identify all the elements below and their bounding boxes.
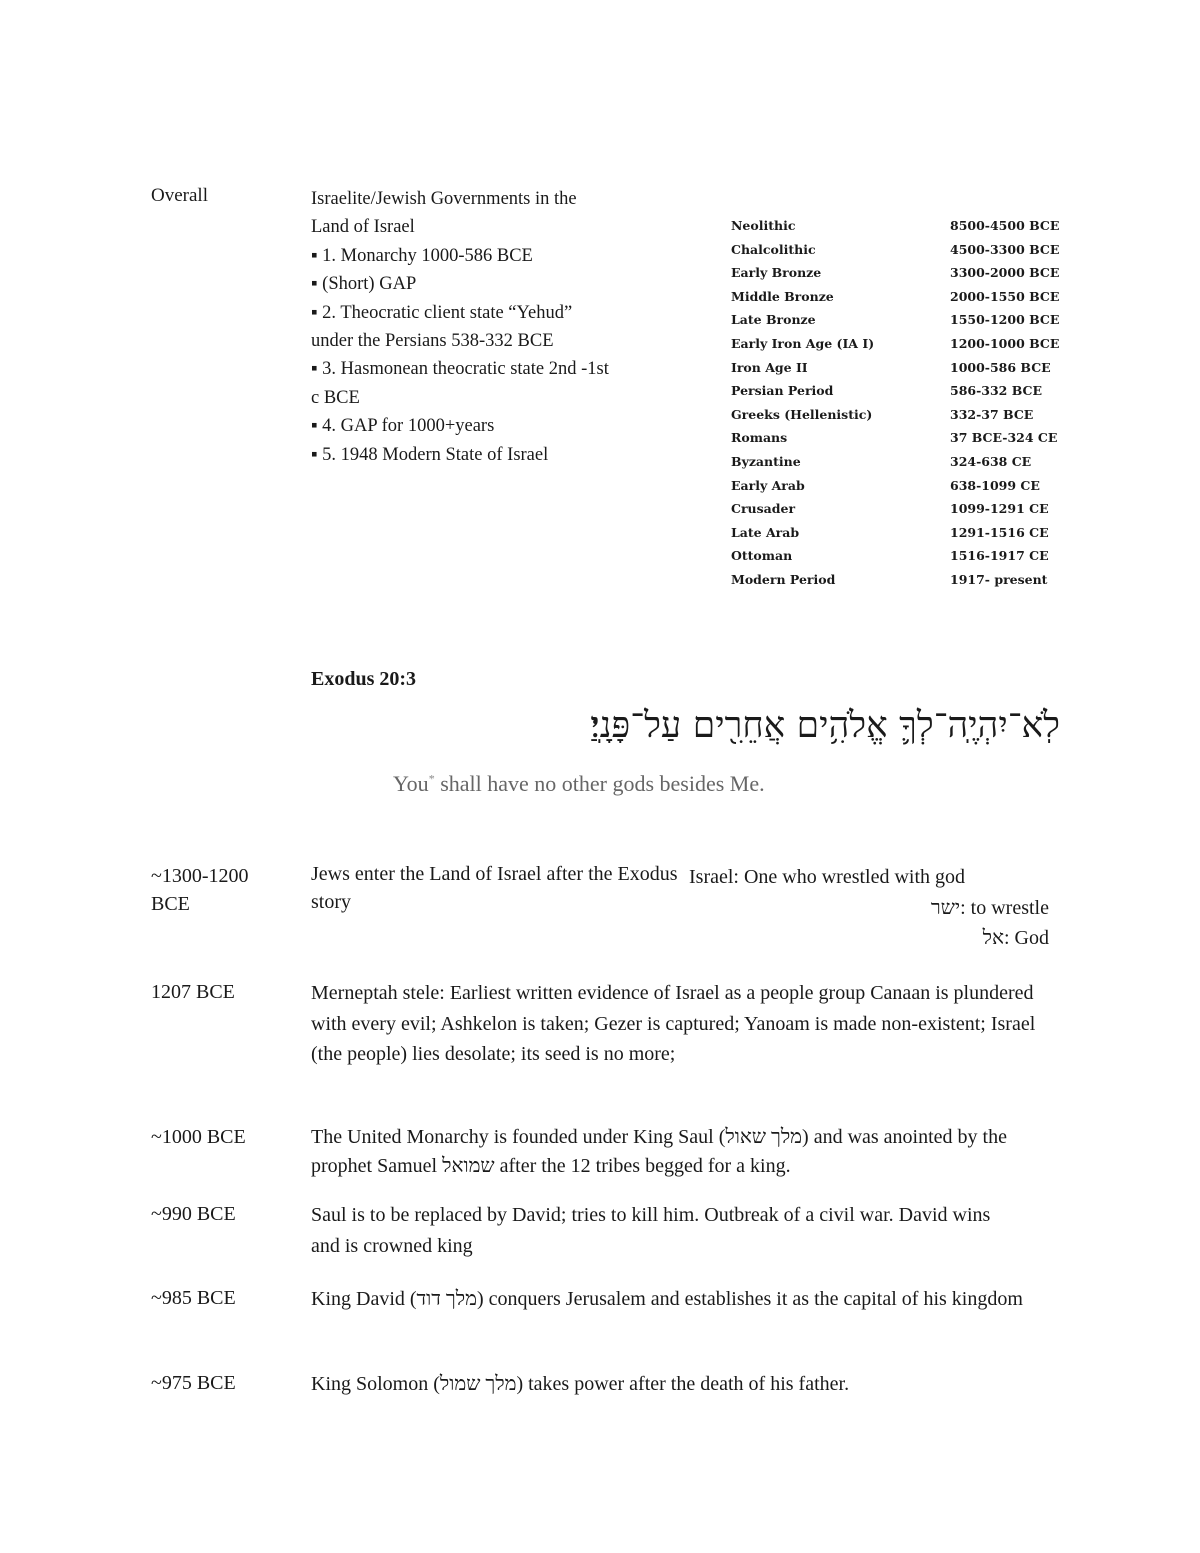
- period-range: 638-1099 CE: [950, 477, 1040, 493]
- period-range: 1099-1291 CE: [950, 501, 1049, 517]
- period-row: [731, 359, 1061, 383]
- period-name: Greeks (Hellenistic): [731, 406, 873, 422]
- timeline-date: ~1000 BCE: [151, 1126, 246, 1148]
- period-row: [731, 288, 1061, 312]
- timeline-text: The United Monarchy is founded under King Saul (מלך שאול) and was anointed by the prophet Samuel שמואל after the 12 tribes begged for a king.: [311, 1126, 1007, 1177]
- period-row: [731, 429, 1061, 453]
- period-range: 586-332 BCE: [950, 383, 1042, 399]
- timeline-date: ~990 BCE: [151, 1203, 236, 1225]
- period-name: Middle Bronze: [731, 288, 834, 304]
- english-verse: [393, 771, 765, 797]
- period-row: [731, 453, 1061, 477]
- period-range: 8500-4500 BCE: [950, 218, 1060, 233]
- period-name: Early Iron Age (IA I): [731, 335, 875, 351]
- period-range: 1200-1000 BCE: [950, 335, 1060, 351]
- period-row: [731, 500, 1061, 524]
- period-range: 1516-1917 CE: [950, 548, 1049, 564]
- period-range: 1000-586 BCE: [950, 359, 1051, 375]
- timeline-text: Jews enter the Land of Israel after the Exodus story: [311, 863, 678, 913]
- period-row: [731, 217, 1061, 241]
- period-range: 1291-1516 CE: [950, 524, 1049, 540]
- period-name: Chalcolithic: [731, 241, 816, 257]
- period-name: Modern Period: [731, 571, 836, 587]
- governments-line: ▪ 2. Theocratic client state “Yehud”: [311, 302, 573, 323]
- period-name: Neolithic: [731, 218, 796, 233]
- period-range: 332-37 BCE: [950, 406, 1034, 422]
- period-name: Romans: [731, 430, 788, 446]
- israel-meaning-note: [689, 862, 1049, 954]
- timeline-date: ~1300-1200 BCE: [151, 865, 249, 915]
- period-name: Early Bronze: [731, 265, 822, 281]
- governments-line: ▪ 5. 1948 Modern State of Israel: [311, 444, 549, 465]
- period-range: 2000-1550 BCE: [950, 288, 1060, 304]
- timeline-date: ~975 BCE: [151, 1372, 236, 1394]
- governments-line: ▪ 1. Monarchy 1000-586 BCE: [311, 245, 533, 266]
- period-name: Byzantine: [731, 453, 801, 469]
- period-name: Iron Age II: [731, 359, 808, 375]
- period-row: [731, 406, 1061, 430]
- israel-meaning: Israel: One who wrestled with god: [689, 866, 966, 888]
- period-name: Late Arab: [731, 524, 800, 540]
- god-meaning: אל: God: [982, 927, 1049, 949]
- english-verse-start: You: [393, 771, 429, 796]
- governments-list: [311, 185, 671, 469]
- period-row: [731, 241, 1061, 265]
- governments-line: ▪ 4. GAP for 1000+years: [311, 416, 495, 437]
- governments-line: ▪ 3. Hasmonean theocratic state 2nd -1st: [311, 359, 609, 380]
- overall-label: Overall: [151, 185, 208, 206]
- period-row: [731, 477, 1061, 501]
- period-range: 1917- present: [950, 571, 1048, 587]
- exodus-title: Exodus 20:3: [311, 668, 417, 690]
- period-row: [731, 335, 1061, 359]
- hebrew-verse: לֹֽא־יִהְיֶֽה־לְךָ֛ אֱלֹהִ֥ים אֲחֵרִ֖ים עַל־פָּנָֽיַ׃: [590, 705, 1060, 746]
- governments-line: c BCE: [311, 387, 360, 408]
- period-name: Persian Period: [731, 383, 834, 399]
- timeline-text: Saul is to be replaced by David; tries to kill him. Outbreak of a civil war. David wins and is crowned king: [311, 1204, 991, 1257]
- period-name: Late Bronze: [731, 312, 816, 328]
- period-name: Ottoman: [731, 548, 793, 564]
- governments-line: Land of Israel: [311, 217, 415, 238]
- wrestle-meaning: ישר: to wrestle: [930, 896, 1049, 919]
- timeline-text: King David (מלך דוד) conquers Jerusalem and establishes it as the capital of his kingdom: [311, 1288, 1023, 1310]
- period-name: Crusader: [731, 501, 796, 517]
- footnote-marker: *: [428, 771, 435, 786]
- period-row: [731, 571, 1061, 595]
- period-row: [731, 311, 1061, 335]
- english-verse-rest: shall have no other gods besides Me.: [434, 771, 765, 796]
- period-range: 37 BCE-324 CE: [950, 430, 1058, 446]
- timeline-text: Merneptah stele: Earliest written evidence of Israel as a people group Canaan is plundered with every evil; Ashkelon is taken; Gezer is captured; Yanoam is made non-existent; Israel (the people) lies desolate; its seed is no more;: [311, 982, 1036, 1065]
- period-range: 4500-3300 BCE: [950, 241, 1060, 257]
- period-row: [731, 382, 1061, 406]
- timeline-date: 1207 BCE: [151, 981, 235, 1003]
- governments-line: ▪ (Short) GAP: [311, 274, 417, 295]
- timeline-text: King Solomon (מלך שמול) takes power after the death of his father.: [311, 1373, 850, 1395]
- governments-line: Israelite/Jewish Governments in the: [311, 189, 577, 209]
- governments-line: under the Persians 538-332 BCE: [311, 331, 554, 352]
- timeline-date: ~985 BCE: [151, 1287, 236, 1309]
- periods-table: [731, 217, 1061, 595]
- period-name: Early Arab: [731, 477, 805, 493]
- period-range: 3300-2000 BCE: [950, 265, 1060, 281]
- period-range: 1550-1200 BCE: [950, 312, 1060, 328]
- period-row: [731, 264, 1061, 288]
- period-row: [731, 547, 1061, 571]
- period-row: [731, 524, 1061, 548]
- period-range: 324-638 CE: [950, 453, 1032, 469]
